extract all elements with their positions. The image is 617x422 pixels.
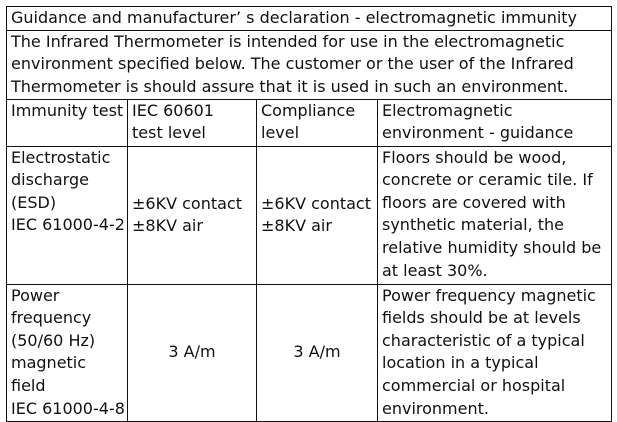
table-header-row	[7, 99, 612, 146]
cell-compliance-level: ±6KV contact ±8KV air	[257, 146, 378, 284]
header-em-guidance: Electromagnetic environment - guidance	[378, 99, 612, 146]
cell-test-level: 3 A/m	[128, 284, 257, 421]
table-title: Guidance and manufacturer’ s declaration - electromagnetic immunity	[7, 7, 612, 31]
header-test-level: IEC 60601 test level	[128, 99, 257, 146]
cell-guidance: Floors should be wood, concrete or ceramic tile. If floors are covered with synthetic material, the relative humidity should be at least 30%.	[378, 146, 612, 284]
cell-immunity-test: Electrostatic discharge (ESD) IEC 61000-4-2	[7, 146, 128, 284]
table-row	[7, 284, 612, 421]
emc-immunity-table	[6, 6, 612, 422]
table-row	[7, 146, 612, 284]
cell-immunity-test: Power frequency (50/60 Hz) magnetic field IEC 61000-4-8	[7, 284, 128, 421]
table-title-row	[7, 7, 612, 31]
table-intro-text: The Infrared Thermometer is intended for use in the electromagnetic environment specified below. The customer or the user of the Infrared Thermometer is should assure that it is used in such an environment.	[7, 30, 612, 99]
cell-guidance: Power frequency magnetic fields should be at levels characteristic of a typical location in a typical commercial or hospital environment.	[378, 284, 612, 421]
cell-compliance-level: 3 A/m	[257, 284, 378, 421]
table-intro-row	[7, 30, 612, 99]
header-immunity-test: Immunity test	[7, 99, 128, 146]
header-compliance-level: Compliance level	[257, 99, 378, 146]
cell-test-level: ±6KV contact ±8KV air	[128, 146, 257, 284]
